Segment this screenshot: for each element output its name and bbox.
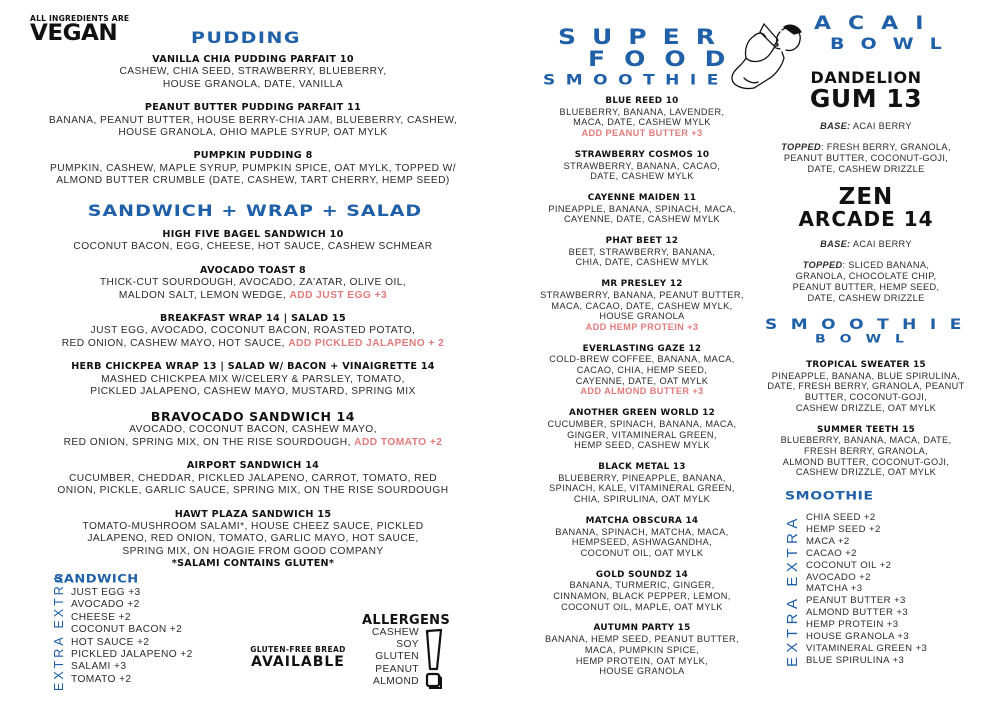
menu-item-name: AVOCADO TOAST 8 (200, 264, 306, 276)
menu-item-name: HAWT PLAZA SANDWICH 15 (174, 508, 332, 520)
description-text: MALDON SALT, LEMON WEDGE, (118, 289, 287, 301)
menu-item-description-line: TOMATO-MUSHROOM SALAMI*, HOUSE CHEEZ SAUCE, PICKLED (82, 520, 424, 532)
topped-line: PEANUT BUTTER, COCONUT-GOJI, (783, 152, 949, 163)
menu-item-description-line: MACA, CACAO, DATE, CASHEW MYLK, (551, 300, 733, 311)
menu-item-description-line: BLUEBERRY, BANANA, LAVENDER, (559, 106, 725, 117)
topped-line: : SLICED BANANA, (842, 259, 930, 270)
menu-item-description-line: ALMOND BUTTER CRUMBLE (DATE, CASHEW, TART CHERRY, HEMP SEED) (56, 175, 450, 187)
gluten-free-main: AVAILABLE (251, 654, 345, 670)
menu-item-description-line (30, 338, 476, 350)
menu-item-description-line: CACAO, CHIA, HEMP SEED, (576, 365, 708, 376)
vegan-badge-top: ALL INGREDIENTS ARE (30, 14, 130, 23)
menu-item-description-line: HEMPSEED, ASHWAGANDHA, (571, 537, 713, 548)
extra-option: COCONUT BACON +2 (71, 624, 183, 636)
menu-item-description-line: STRAWBERRY, BANANA, CACAO, (563, 160, 721, 171)
allergen-item: PEANUT (375, 663, 419, 675)
extra-option: CHEESE +2 (71, 611, 131, 623)
menu-item-name: VANILLA CHIA PUDDING PARFAIT 10 (152, 54, 354, 65)
menu-item-description-line: BANANA, HEMP SEED, PEANUT BUTTER, (544, 634, 740, 645)
menu-item-description-line: HOUSE GRANOLA, DATE, VANILLA (162, 78, 344, 90)
menu-item (532, 570, 752, 613)
extra-option: CACAO +2 (806, 547, 857, 559)
menu-item-description-line: MACA, DATE, CASHEW MYLK (573, 117, 711, 128)
add-on-option: ADD TOMATO +2 (354, 436, 443, 448)
menu-item (532, 150, 752, 182)
topped-line: PEANUT BUTTER, HEMP SEED, (792, 281, 940, 292)
menu-item-note: *SALAMI CONTAINS GLUTEN* (171, 558, 335, 570)
menu-item-description-line: THICK-CUT SOURDOUGH, AVOCADO, ZA'ATAR, OLIVE OIL, (99, 277, 407, 289)
menu-item (532, 462, 752, 505)
menu-item-name: MR PRESLEY 12 (601, 279, 683, 290)
extra-option: BLUE SPIRULINA +3 (806, 654, 905, 666)
menu-item (30, 409, 476, 449)
menu-item-name: PUMPKIN PUDDING 8 (193, 150, 313, 162)
extra-option: HOUSE GRANOLA +3 (806, 631, 910, 643)
base-value: ACAI BERRY (852, 239, 912, 249)
sandwich-extras-list (71, 587, 193, 686)
menu-item-description-line: COCONUT OIL, MAPLE, OAT MYLK (561, 601, 723, 612)
extra-option: AVOCADO +2 (71, 599, 140, 611)
menu-item (30, 229, 476, 254)
extra-option: TOMATO +2 (71, 673, 132, 685)
menu-item (532, 344, 752, 398)
menu-item (30, 150, 476, 187)
menu-item-description-line: DATE, FRESH BERRY, GRANOLA, PEANUT (767, 381, 965, 392)
superfood-title (540, 26, 750, 90)
topped-label: TOPPED (781, 141, 821, 152)
menu-item-description-line: BANANA, PEANUT BUTTER, HOUSE BERRY-CHIA JAM, BLUEBERRY, CASHEW, (48, 114, 458, 126)
base-label: BASE: (820, 239, 851, 249)
extra-option: PEANUT BUTTER +3 (806, 595, 906, 607)
menu-item-name: MATCHA OBSCURA 14 (585, 515, 699, 526)
superfood-title-line: SUPER (558, 24, 731, 49)
menu-item-description-line: SPRING MIX, ON HOAGIE FROM GOOD COMPANY (122, 545, 384, 557)
add-on-option: ADD PICKLED JALAPENO + 2 (288, 337, 445, 349)
extra-option: HEMP PROTEIN +3 (806, 619, 899, 631)
acai-title-line: BOWL (830, 34, 958, 54)
menu-item-description-line: CINNAMON, BLACK PEPPER, LEMON, (553, 591, 731, 602)
acai-title-line: ACAI (814, 12, 941, 35)
smoothie-extras-vertical-label: EXTRA EXTRA (784, 514, 801, 667)
menu-item-description-line: CHIA, SPIRULINA, OAT MYLK (573, 494, 711, 505)
menu-item-description-line: GINGER, VITAMINERAL GREEN, (567, 429, 717, 440)
sandwich-items (30, 229, 476, 582)
sandwich-title: SANDWICH + WRAP + SALAD (87, 201, 423, 221)
acai-bowl-base (760, 239, 972, 250)
menu-item-description-line: MACA, PUMPKIN SPICE, (584, 644, 700, 655)
extra-option: PICKLED JALAPENO +2 (71, 649, 193, 661)
topped-line: GRANOLA, CHOCOLATE CHIP, (795, 270, 937, 281)
pudding-items (30, 54, 476, 199)
menu-item-description-line: CASHEW, CHIA SEED, STRAWBERRY, BLUEBERRY, (119, 66, 387, 78)
menu-item-description-line: ALMOND BUTTER, COCONUT-GOJI, (782, 456, 950, 467)
menu-item-description-line: CASHEW DRIZZLE, OAT MYLK (795, 402, 937, 413)
menu-item-description-line: FRESH BERRY, GRANOLA, (804, 445, 928, 456)
menu-item-name: HIGH FIVE BAGEL SANDWICH 10 (162, 229, 344, 240)
acai-bowl-name: DANDELION (810, 68, 922, 87)
menu-item (30, 509, 476, 571)
topped-label: TOPPED (802, 259, 843, 270)
menu-item-description-line: CAYENNE, DATE, CASHEW MYLK (563, 214, 721, 225)
base-label: BASE: (820, 121, 851, 131)
acai-bowl-name: GUM 13 (809, 84, 923, 113)
extra-option: AVOCADO +2 (806, 571, 871, 583)
menu-item-description-line: PINEAPPLE, BANANA, BLUE SPIRULINA, (771, 370, 961, 381)
menu-item-description-line: ONION, PICKLE, GARLIC SAUCE, SPRING MIX, ON THE RISE SOURDOUGH (57, 485, 449, 497)
superfood-items (532, 96, 752, 688)
menu-item (30, 460, 476, 497)
menu-item-description-line: PICKLED JALAPENO, CASHEW MAYO, MUSTARD, SPRING MIX (90, 386, 416, 398)
gluten-free-top: GLUTEN-FREE BREAD (250, 645, 346, 654)
menu-item-description-line: HEMP PROTEIN, OAT MYLK, (575, 655, 709, 666)
smoothie-extras-list (806, 512, 927, 667)
menu-item (532, 236, 752, 268)
menu-item-name: AUTUMN PARTY 15 (593, 623, 691, 634)
menu-item-description-line: CASHEW DRIZZLE, OAT MYLK (795, 467, 937, 478)
menu-item-description-line: MASHED CHICKPEA MIX W/CELERY & PARSLEY, TOMATO, (101, 373, 405, 385)
superfood-title-line: SMOOTHIE (543, 71, 729, 89)
menu-item-description-line: AVOCADO, COCONUT BACON, CASHEW MAYO, (129, 424, 377, 436)
allergen-item: ALMOND (373, 675, 419, 687)
topped-line: DATE, CASHEW DRIZZLE (807, 163, 925, 174)
menu-item (532, 623, 752, 677)
menu-item-name: BRAVOCADO SANDWICH 14 (150, 409, 356, 425)
smoothie-bowl-items (760, 360, 972, 489)
extra-option: MATCHA +3 (806, 583, 863, 595)
pudding-title: PUDDING (191, 28, 301, 48)
menu-item-name: GOLD SOUNDZ 14 (595, 569, 689, 580)
topped-line: : FRESH BERRY, GRANOLA, (820, 141, 951, 152)
exclamation-icon (423, 628, 445, 690)
menu-item-name: AIRPORT SANDWICH 14 (186, 460, 320, 472)
add-on-option: ADD ALMOND BUTTER +3 (580, 386, 704, 397)
menu-item-description-line: BANANA, TURMERIC, GINGER, (569, 580, 715, 591)
menu-item-description-line: BANANA, SPINACH, MATCHA, MACA, (555, 526, 729, 537)
menu-item-description-line: CAYENNE, DATE, OAT MYLK (575, 375, 709, 386)
sandwich-extras-title: SANDWICH (54, 573, 139, 586)
menu-item-description-line: STRAWBERRY, BANANA, PEANUT BUTTER, (540, 289, 744, 300)
menu-item-description-line (30, 290, 476, 302)
menu-item-description-line: HOUSE GRANOLA (599, 311, 685, 322)
menu-item-name: BLACK METAL 13 (598, 461, 686, 472)
menu-item-description-line: CUCUMBER, SPINACH, BANANA, MACA, (547, 418, 737, 429)
menu-item-name: STRAWBERRY COSMOS 10 (574, 149, 710, 160)
menu-item (30, 361, 476, 398)
menu-item-name: PEANUT BUTTER PUDDING PARFAIT 11 (144, 102, 362, 114)
vegan-badge (30, 14, 129, 45)
menu-item-description-line: PUMPKIN, CASHEW, MAPLE SYRUP, PUMPKIN SPICE, OAT MYLK, TOPPED W/ (49, 162, 456, 174)
menu-item (532, 408, 752, 451)
menu-item-description-line: BUTTER, COCONUT-GOJI, (804, 392, 928, 403)
menu-item-description-line: COLD-BREW COFFEE, BANANA, MACA, (549, 354, 735, 365)
sandwich-extras-vertical-label: EXTRA EXTRA (52, 571, 66, 691)
menu-item-name: EVERLASTING GAZE 12 (582, 343, 702, 354)
menu-item (532, 96, 752, 139)
menu-item-description-line: HOUSE GRANOLA (599, 666, 685, 677)
extra-option: HEMP SEED +2 (806, 523, 881, 535)
topped-line: DATE, CASHEW DRIZZLE (807, 292, 925, 303)
extra-option: HOT SAUCE +2 (71, 636, 150, 648)
menu-item-description-line: DATE, CASHEW MYLK (590, 171, 694, 182)
extra-option: COCONUT OIL +2 (806, 559, 892, 571)
allergen-item: CASHEW (371, 627, 419, 638)
menu-item-name: HERB CHICKPEA WRAP 13 | SALAD W/ BACON + VINAIGRETTE 14 (71, 361, 435, 373)
menu-item-description-line: CUCUMBER, CHEDDAR, PICKLED JALAPENO, CARROT, TOMATO, RED (68, 472, 438, 484)
extra-option: CHIA SEED +2 (806, 512, 876, 523)
acai-bowl-name: ZEN (838, 184, 894, 210)
acai-bowl-1 (760, 70, 972, 175)
menu-item-description-line: COCONUT BACON, EGG, CHEESE, HOT SAUCE, CASHEW SCHMEAR (73, 241, 433, 253)
base-value: ACAI BERRY (852, 121, 912, 131)
menu-item (30, 265, 476, 302)
acai-bowl-topped (760, 142, 972, 175)
menu-item-name: SUMMER TEETH 15 (816, 424, 916, 435)
menu-item-description-line (30, 437, 476, 449)
menu-item-description-line: SPINACH, KALE, VITAMINERAL GREEN, (549, 483, 735, 494)
extra-option: VITAMINERAL GREEN +3 (806, 642, 928, 654)
smoothie-bowl-title-line: SMOOTHIE (765, 316, 975, 334)
menu-item-name: CAYENNE MAIDEN 11 (587, 192, 697, 203)
add-on-option: ADD JUST EGG +3 (289, 289, 388, 301)
allergen-item: SOY (396, 639, 419, 651)
menu-item (532, 279, 752, 333)
description-text: RED ONION, CASHEW MAYO, HOT SAUCE, (61, 337, 285, 349)
acai-bowl-topped (760, 260, 972, 304)
smoothie-bowl-title-line: BOWL (815, 332, 918, 346)
add-on-option: ADD HEMP PROTEIN +3 (585, 321, 699, 332)
extra-option: SALAMI +3 (71, 661, 127, 673)
menu-item-name: PHAT BEET 12 (605, 236, 679, 247)
menu-item (532, 516, 752, 559)
menu-item (760, 360, 972, 414)
menu-item-name: BREAKFAST WRAP 14 | SALAD 15 (159, 313, 346, 325)
menu-item-description-line: PINEAPPLE, BANANA, SPINACH, MACA, (548, 203, 736, 214)
allergens-list (340, 627, 419, 688)
menu-item-name: TROPICAL SWEATER 15 (806, 360, 926, 370)
extra-option: ALMOND BUTTER +3 (806, 607, 909, 619)
acai-bowl-base (760, 121, 972, 132)
menu-item-description-line: JUST EGG, AVOCADO, COCONUT BACON, ROASTED POTATO, (90, 325, 416, 337)
menu-item (760, 425, 972, 479)
extra-option: JUST EGG +3 (71, 587, 141, 598)
menu-item (532, 193, 752, 225)
allergens-title: ALLERGENS (362, 613, 451, 628)
menu-item-description-line: BLUEBERRY, BANANA, MACA, DATE, (780, 435, 952, 446)
menu-item-name: ANOTHER GREEN WORLD 12 (568, 408, 716, 419)
acai-bowl-2 (760, 186, 972, 304)
menu-item-description-line: HEMP SEED, CASHEW MYLK (574, 440, 710, 451)
menu-item-description-line: BEET, STRAWBERRY, BANANA, (568, 246, 716, 257)
menu-item-description-line: HOUSE GRANOLA, OHIO MAPLE SYRUP, OAT MYLK (118, 127, 388, 139)
extra-option: MACA +2 (806, 535, 850, 547)
menu-item-name: BLUE REED 10 (605, 96, 679, 106)
vegan-badge-main: VEGAN (30, 21, 118, 46)
menu-item (30, 102, 476, 139)
acai-title (812, 12, 958, 54)
menu-item (30, 313, 476, 350)
add-on-option: ADD PEANUT BUTTER +3 (581, 128, 703, 139)
smoothie-bowl-title (763, 318, 973, 346)
menu-item-description-line: JALAPENO, RED ONION, TOMATO, GARLIC MAYO, HOT SAUCE, (87, 533, 419, 545)
menu-item-description-line: BLUEBERRY, PINEAPPLE, BANANA, (558, 472, 726, 483)
superfood-title-line: FOOD (588, 46, 745, 71)
menu-item-description-line: CHIA, DATE, CASHEW MYLK (575, 257, 709, 268)
acai-bowl-name: ARCADE 14 (798, 207, 934, 231)
description-text: RED ONION, SPRING MIX, ON THE RISE SOURDOUGH, (63, 436, 351, 448)
smoothie-extras-title: SMOOTHIE (785, 489, 874, 503)
menu-item-description-line: COCONUT OIL, OAT MYLK (580, 547, 704, 558)
menu-item (30, 54, 476, 91)
allergen-item: GLUTEN (375, 651, 419, 663)
